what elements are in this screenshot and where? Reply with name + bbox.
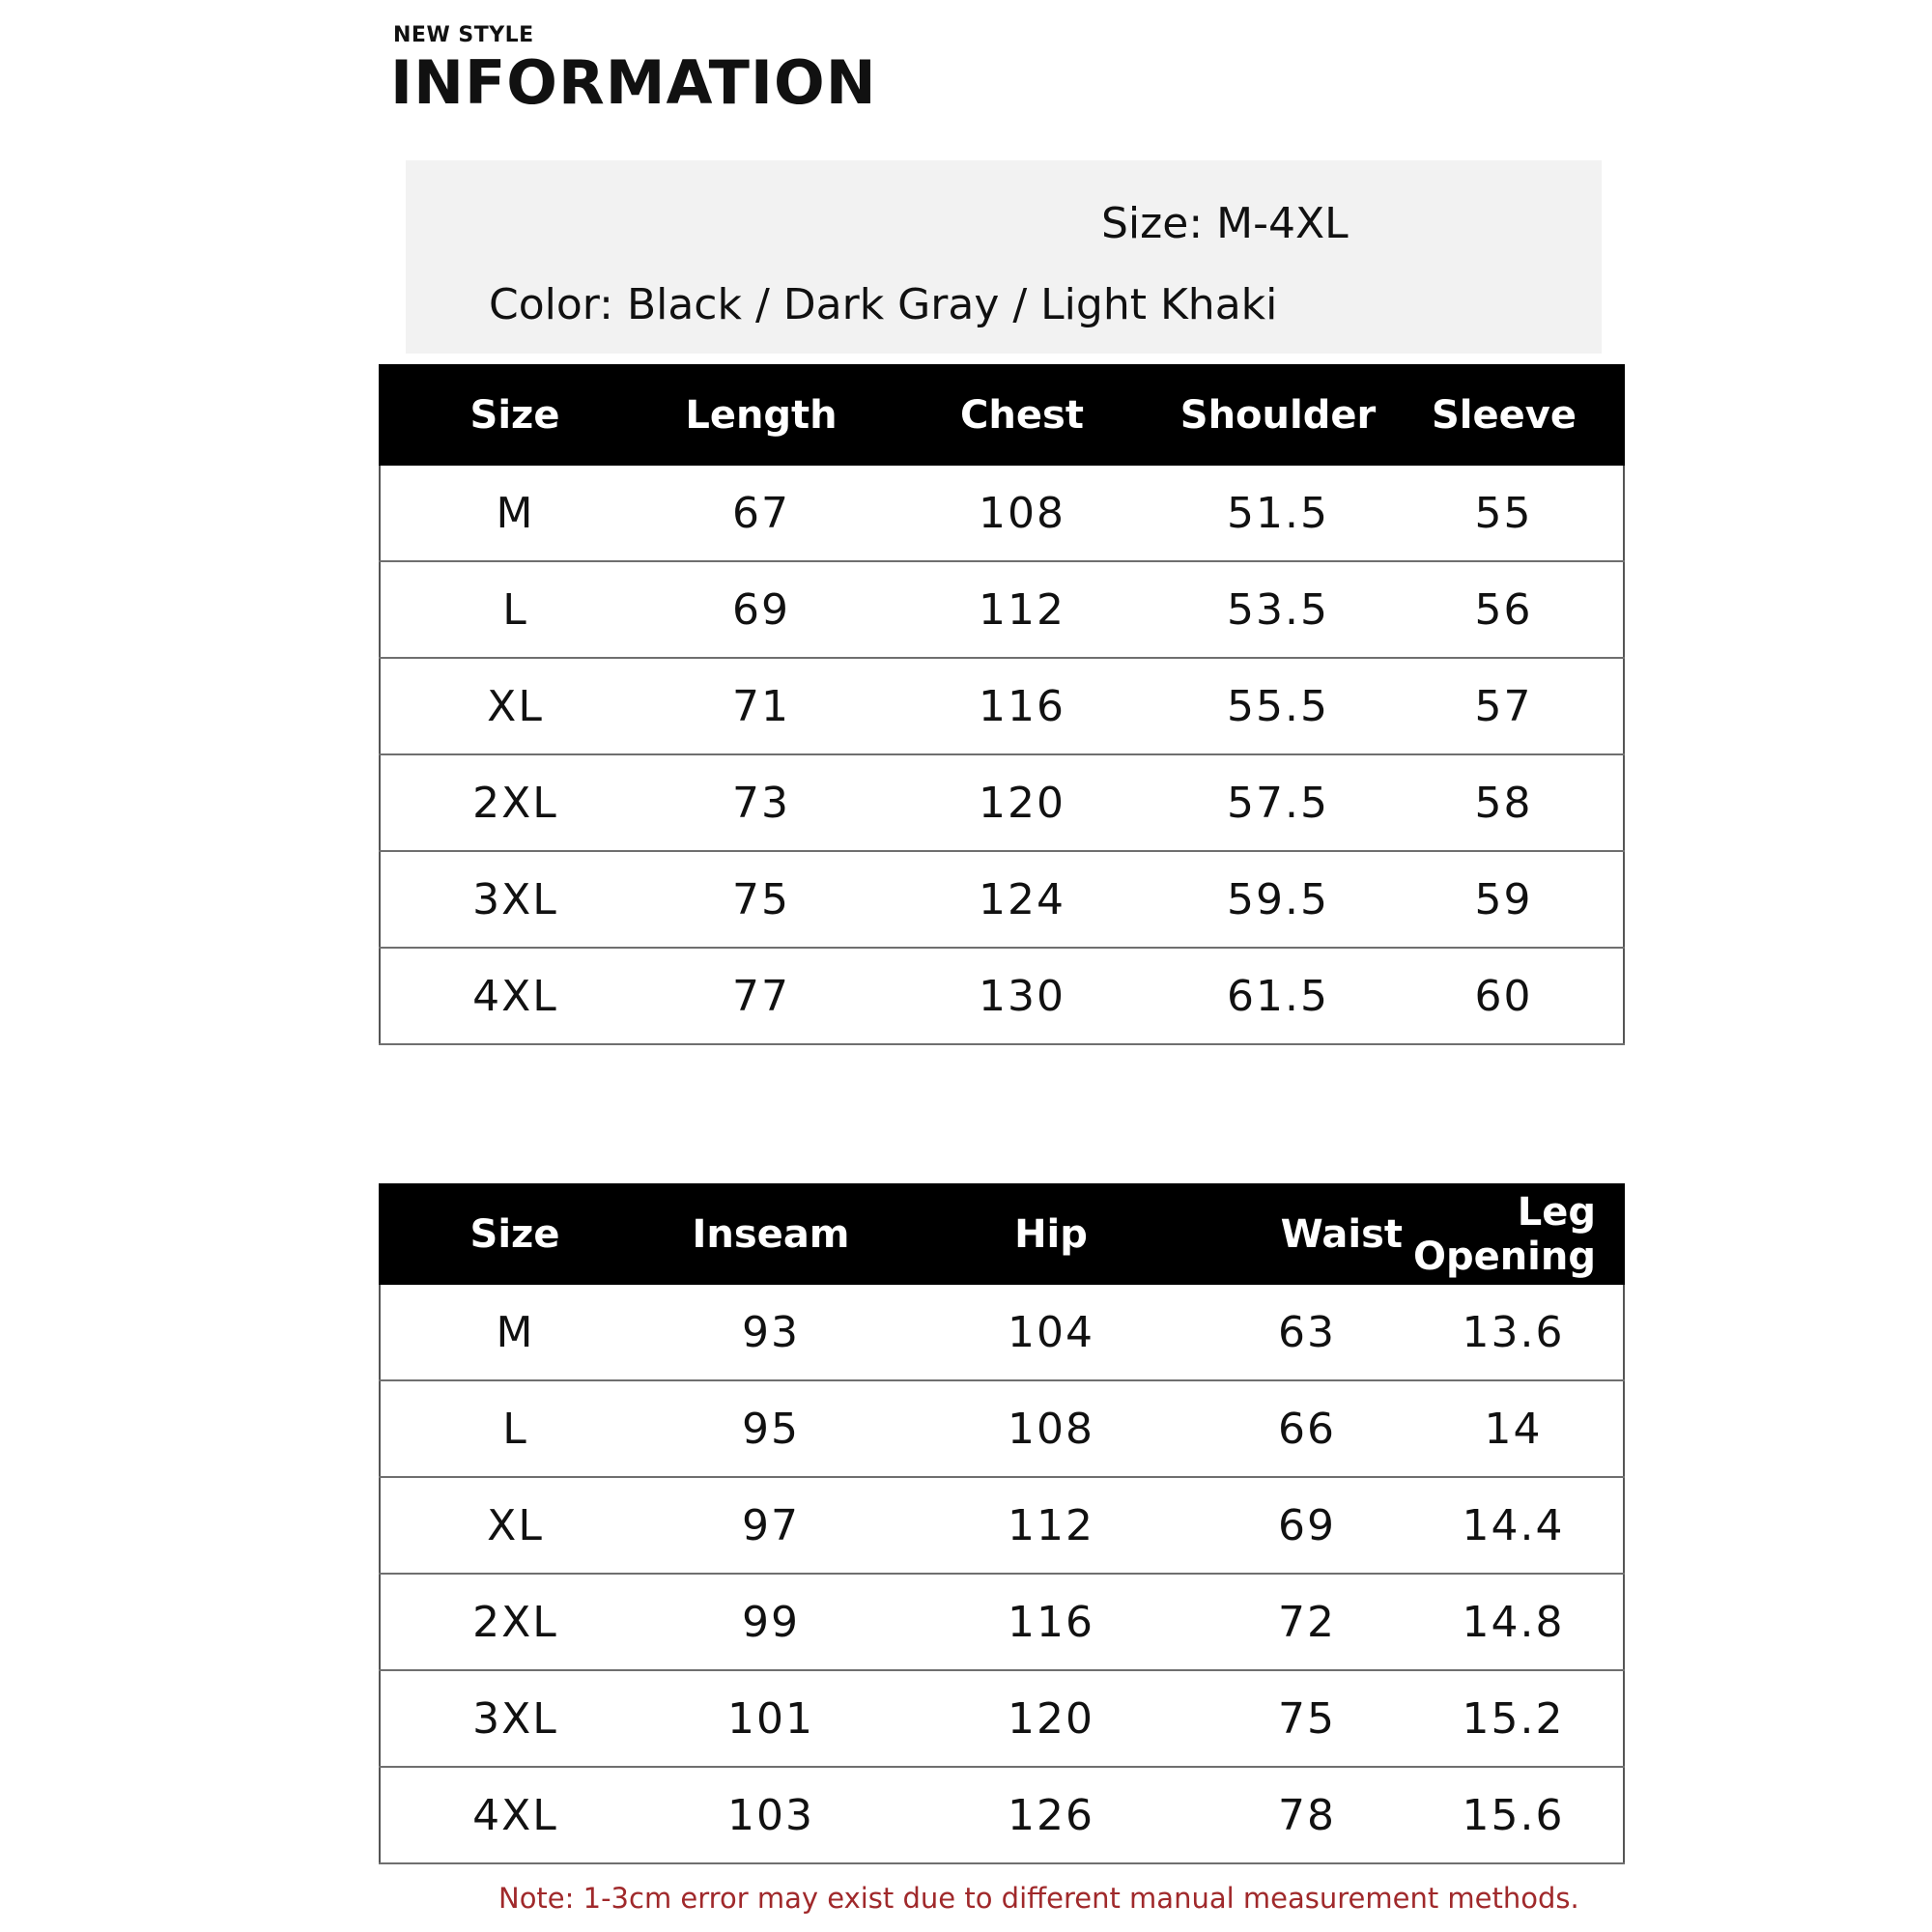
column-header: Leg Opening bbox=[1404, 1184, 1624, 1284]
table-row bbox=[380, 658, 1624, 754]
table-cell: 59 bbox=[1384, 851, 1624, 948]
table-cell: L bbox=[380, 561, 650, 658]
column-header: Inseam bbox=[650, 1184, 892, 1284]
table-row bbox=[380, 1284, 1624, 1380]
table-cell: 15.6 bbox=[1404, 1767, 1624, 1863]
table-row bbox=[380, 754, 1624, 851]
table-cell: 97 bbox=[650, 1477, 892, 1574]
table-row bbox=[380, 851, 1624, 948]
table-cell: M bbox=[380, 465, 650, 561]
top-size-table bbox=[379, 364, 1625, 1045]
table-cell: M bbox=[380, 1284, 650, 1380]
table-cell: 61.5 bbox=[1172, 948, 1384, 1044]
table-cell: 14.4 bbox=[1404, 1477, 1624, 1574]
page-kicker: NEW STYLE bbox=[393, 23, 534, 47]
table-cell: 130 bbox=[872, 948, 1172, 1044]
table-cell: 57.5 bbox=[1172, 754, 1384, 851]
table-row bbox=[380, 1380, 1624, 1477]
table-cell: 15.2 bbox=[1404, 1670, 1624, 1767]
column-header: Size bbox=[380, 1184, 650, 1284]
table-cell: XL bbox=[380, 658, 650, 754]
table-row bbox=[380, 948, 1624, 1044]
table-cell: 2XL bbox=[380, 1574, 650, 1670]
table-cell: 55 bbox=[1384, 465, 1624, 561]
table-cell: 58 bbox=[1384, 754, 1624, 851]
table-cell: 69 bbox=[650, 561, 872, 658]
table-cell: 126 bbox=[892, 1767, 1210, 1863]
info-panel bbox=[406, 160, 1602, 354]
table-cell: 103 bbox=[650, 1767, 892, 1863]
table-cell: 2XL bbox=[380, 754, 650, 851]
color-options-value: Black / Dark Gray / Light Khaki bbox=[626, 280, 1278, 329]
table-cell: 108 bbox=[872, 465, 1172, 561]
table-cell: 56 bbox=[1384, 561, 1624, 658]
table-row bbox=[380, 1477, 1624, 1574]
table-cell: 13.6 bbox=[1404, 1284, 1624, 1380]
table-header-row bbox=[380, 365, 1624, 465]
table-cell: 59.5 bbox=[1172, 851, 1384, 948]
bottom-size-table bbox=[379, 1183, 1625, 1864]
table-cell: 120 bbox=[872, 754, 1172, 851]
table-cell: 14.8 bbox=[1404, 1574, 1624, 1670]
table-cell: 73 bbox=[650, 754, 872, 851]
table-cell: 75 bbox=[1210, 1670, 1404, 1767]
table-cell: 60 bbox=[1384, 948, 1624, 1044]
size-range bbox=[1101, 199, 1349, 248]
table-cell: 120 bbox=[892, 1670, 1210, 1767]
table-cell: 101 bbox=[650, 1670, 892, 1767]
table-cell: 3XL bbox=[380, 851, 650, 948]
table-cell: 67 bbox=[650, 465, 872, 561]
table-cell: 57 bbox=[1384, 658, 1624, 754]
table-cell: 93 bbox=[650, 1284, 892, 1380]
color-options-label: Color: bbox=[489, 280, 613, 329]
table-cell: 4XL bbox=[380, 948, 650, 1044]
table-cell: 99 bbox=[650, 1574, 892, 1670]
table-cell: 72 bbox=[1210, 1574, 1404, 1670]
column-header: Length bbox=[650, 365, 872, 465]
table-cell: 124 bbox=[872, 851, 1172, 948]
size-range-label: Size: bbox=[1101, 199, 1204, 248]
table-cell: 108 bbox=[892, 1380, 1210, 1477]
table-cell: 66 bbox=[1210, 1380, 1404, 1477]
table-cell: 71 bbox=[650, 658, 872, 754]
table-row bbox=[380, 1767, 1624, 1863]
size-range-value: M-4XL bbox=[1216, 199, 1349, 248]
table-cell: 75 bbox=[650, 851, 872, 948]
table-cell: 53.5 bbox=[1172, 561, 1384, 658]
table-cell: 69 bbox=[1210, 1477, 1404, 1574]
column-header: Hip bbox=[892, 1184, 1210, 1284]
table-cell: 55.5 bbox=[1172, 658, 1384, 754]
column-header: Chest bbox=[872, 365, 1172, 465]
table-row bbox=[380, 561, 1624, 658]
column-header: Waist bbox=[1210, 1184, 1404, 1284]
table-cell: 63 bbox=[1210, 1284, 1404, 1380]
table-cell: 77 bbox=[650, 948, 872, 1044]
table-row bbox=[380, 1574, 1624, 1670]
page-title: INFORMATION bbox=[390, 47, 877, 118]
table-cell: 4XL bbox=[380, 1767, 650, 1863]
table-cell: 95 bbox=[650, 1380, 892, 1477]
table-header-row bbox=[380, 1184, 1624, 1284]
table-cell: 116 bbox=[872, 658, 1172, 754]
table-row bbox=[380, 465, 1624, 561]
table-cell: 14 bbox=[1404, 1380, 1624, 1477]
column-header: Sleeve bbox=[1384, 365, 1624, 465]
table-cell: 104 bbox=[892, 1284, 1210, 1380]
table-cell: 51.5 bbox=[1172, 465, 1384, 561]
table-cell: 116 bbox=[892, 1574, 1210, 1670]
column-header: Shoulder bbox=[1172, 365, 1384, 465]
measurement-note: Note: 1-3cm error may exist due to different manual measurement methods. bbox=[498, 1882, 1579, 1915]
table-cell: 3XL bbox=[380, 1670, 650, 1767]
table-cell: 112 bbox=[872, 561, 1172, 658]
table-cell: 78 bbox=[1210, 1767, 1404, 1863]
table-cell: L bbox=[380, 1380, 650, 1477]
table-cell: XL bbox=[380, 1477, 650, 1574]
table-row bbox=[380, 1670, 1624, 1767]
table-cell: 112 bbox=[892, 1477, 1210, 1574]
column-header: Size bbox=[380, 365, 650, 465]
color-options bbox=[489, 280, 1277, 329]
